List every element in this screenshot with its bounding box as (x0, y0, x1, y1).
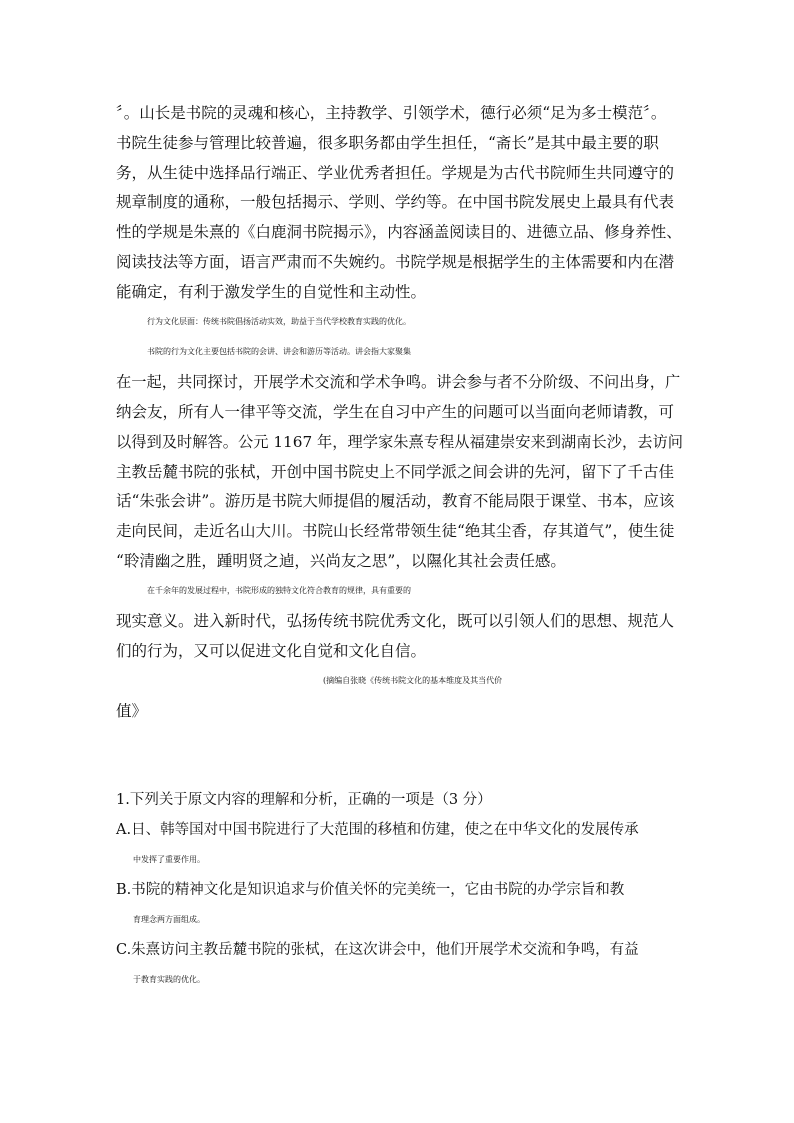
source-citation: 值》 (116, 702, 148, 720)
text-line: 们的行为，又可以促进文化自觉和文化自信。 (116, 642, 427, 660)
text-line: 在一起，共同探讨，开展学术交流和学术争鸣。讲会参与者不分阶级、不问出身，广 (116, 373, 681, 391)
text-line: 以得到及时解答。公元 1167 年，理学家朱熹专程从福建崇安来到湖南长沙，去访问 (116, 433, 684, 451)
text-line: 话“朱张会讲”。游历是书院大师提倡的履活动，教育不能局限于课堂、书本，应该 (116, 492, 675, 510)
text-line: 纳会友，所有人一律平等交流，学生在自习中产生的问题可以当面向老师请教，可 (116, 403, 675, 421)
text-line: 规章制度的通称，一般包括揭示、学则、学约等。在中国书院发展史上最具有代表 (116, 193, 675, 211)
option-a: A.日、韩等国对中国书院进行了大范围的移植和仿建，使之在中华文化的发展传承 (116, 822, 639, 838)
text-line: 阅读技法等方面，语言严肃而不失婉约。书院学规是根据学生的主体需要和内在潜 (116, 253, 675, 271)
source-citation: (摘编自张晓《传统书院文化的基本维度及其当代价 (323, 676, 503, 685)
text-line: “聆清幽之胜，踵明贤之逌，兴尚友之思”，以隰化其社会责任感。 (116, 552, 566, 570)
text-line: 在千余年的发展过程中，书院形成的独特文化符合教育的规律，具有重要的 (147, 586, 411, 595)
text-line: 主教岳麓书院的张栻，开创中国书院史上不同学派之间会讲的先河，留下了千古佳 (116, 463, 675, 481)
text-line: 务，从生徒中选择品行端正、学业优秀者担任。学规是为古代书院师生共同遵守的 (116, 164, 675, 182)
section-heading: 行为文化层面：传统书院倡扬活动实效，助益于当代学校教育实践的优化。 (147, 317, 411, 326)
text-line: 书院生徒参与管理比较普遍，很多职务都由学生担任，“斋长”是其中最主要的职 (116, 134, 659, 152)
question-stem: 1.下列关于原文内容的理解和分析，正确的一项是（3 分） (116, 792, 492, 808)
option-c: 于教育实践的优化。 (133, 975, 205, 984)
option-b: B.书院的精神文化是知识追求与价值关怀的完美统一，它由书院的办学宗旨和教 (116, 882, 625, 898)
text-line: 能确定，有利于激发学生的自觉性和主动性。 (116, 283, 427, 301)
text-line: 性的学规是朱熹的《白鹿洞书院揭示》，内容涵盖阅读目的、进德立品、修身养性、 (116, 223, 682, 241)
option-a: 中发挥了重要作用。 (133, 855, 205, 864)
text-line: 〞。山长是书院的灵魂和核心，主持教学、引领学术，德行必须“足为多士模范〞。 (116, 104, 667, 122)
option-b: 育理念两方面组成。 (133, 915, 205, 924)
text-line: 书院的行为文化主要包括书院的会讲、讲会和游历等活动。讲会指大家聚集 (147, 347, 411, 356)
text-line: 现实意义。进入新时代，弘扬传统书院优秀文化，既可以引领人们的思想、规范人 (116, 612, 675, 630)
text-line: 走向民间，走近名山大川。书院山长经常带领生徒“绝其尘香，存其道气”，使生徒 (116, 522, 675, 540)
option-c: C.朱熹访问主教岳麓书院的张栻，在这次讲会中，他们开展学术交流和争鸣，有益 (116, 942, 639, 958)
